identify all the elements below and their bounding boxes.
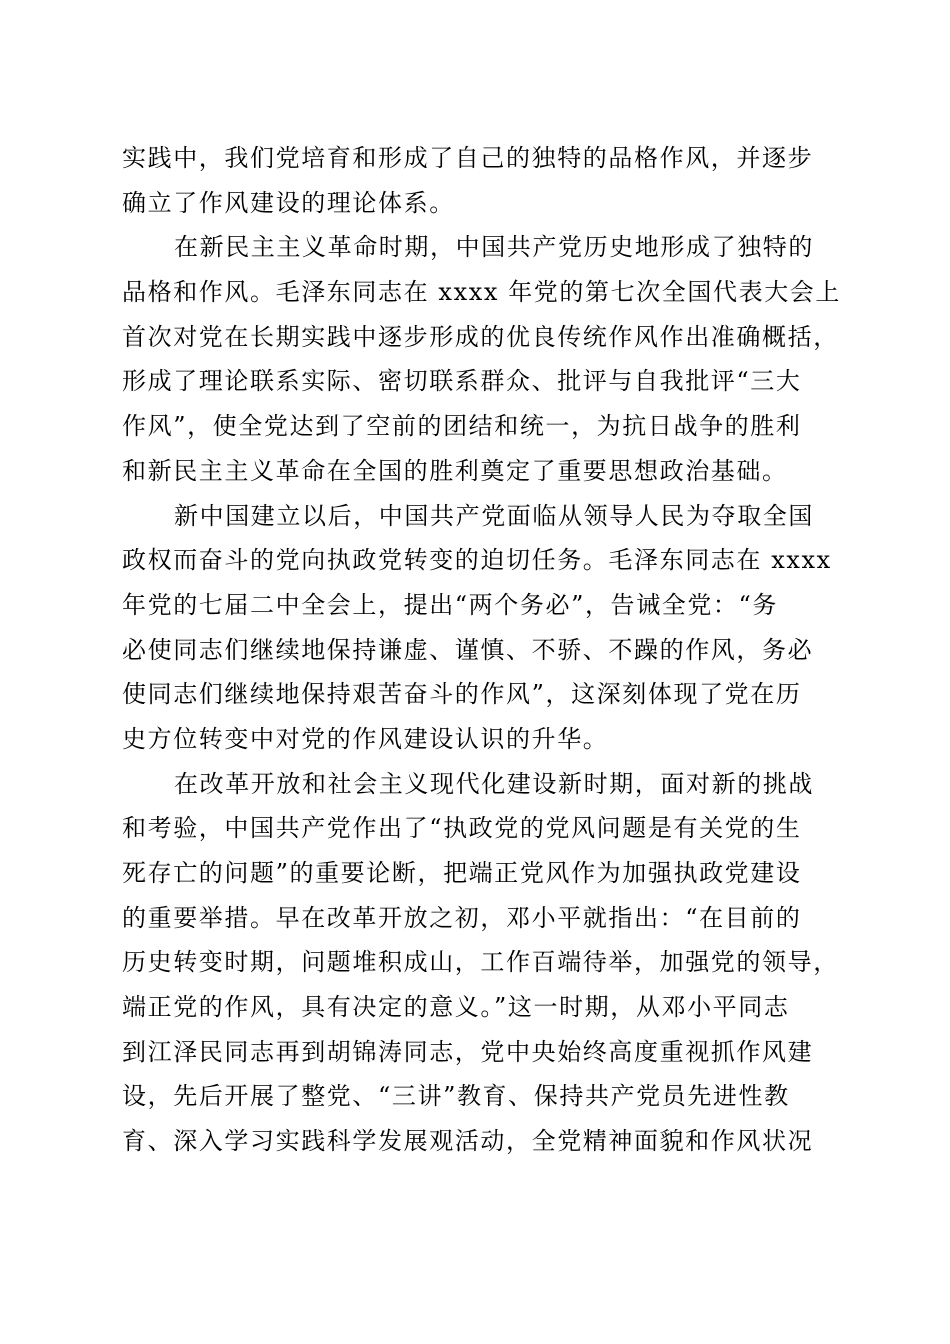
text-line: 年党的七届二中全会上，提出“两个务必”，告诫全党：“务 (122, 590, 779, 619)
text-line: 死存亡的问题”的重要论断，把端正党风作为加强执政党建设 (122, 859, 802, 887)
text-line: 和考验，中国共产党作出了“执政党的党风问题是有关党的生 (122, 814, 802, 843)
text-line: 确立了作风建设的理论体系。 (122, 188, 455, 217)
text-line: 历史转变时期，问题堆积成山，工作百端待举，加强党的领导， (122, 948, 839, 977)
text-line: 必使同志们继续地保持谦虚、谨慎、不骄、不躁的作风，务必 (122, 635, 814, 664)
text-line: 政权而奋斗的党向执政党转变的迫切任务。毛泽东同志在 xxxx (122, 546, 832, 575)
paragraph-first-line: 在改革开放和社会主义现代化建设新时期，面对新的挑战 (174, 769, 814, 798)
text-line: 史方位转变中对党的作风建设认识的升华。 (122, 724, 609, 753)
body-text (122, 136, 841, 1164)
text-line: 作风”，使全党达到了空前的团结和统一，为抗日战争的胜利 (122, 412, 802, 441)
text-line: 端正党的作风，具有决定的意义。”这一时期，从邓小平同志 (122, 993, 790, 1022)
text-line: 设，先后开展了整党、“三讲”教育、保持共产党员先进性教 (122, 1082, 790, 1111)
text-line: 的重要举措。早在改革开放之初，邓小平就指出：“在目前的 (122, 903, 802, 932)
text-line: 使同志们继续地保持艰苦奋斗的作风”，这深刻体现了党在历 (122, 680, 802, 709)
paragraph-first-line: 在新民主主义革命时期，中国共产党历史地形成了独特的 (174, 233, 814, 262)
text-line: 到江泽民同志再到胡锦涛同志，党中央始终高度重视抓作风建 (122, 1037, 814, 1066)
text-line: 品格和作风。毛泽东同志在 xxxx 年党的第七次全国代表大会上 (122, 278, 841, 307)
text-line: 首次对党在长期实践中逐步形成的优良传统作风作出准确概括， (122, 322, 839, 351)
paragraph-first-line: 新中国建立以后，中国共产党面临从领导人民为夺取全国 (174, 501, 814, 530)
text-line: 育、深入学习实践科学发展观活动，全党精神面貌和作风状况 (122, 1127, 814, 1156)
text-line: 形成了理论联系实际、密切联系群众、批评与自我批评“三大 (122, 367, 802, 396)
text-line: 和新民主主义革命在全国的胜利奠定了重要思想政治基础。 (122, 456, 788, 485)
text-line: 实践中，我们党培育和形成了自己的独特的品格作风，并逐步 (122, 144, 814, 172)
